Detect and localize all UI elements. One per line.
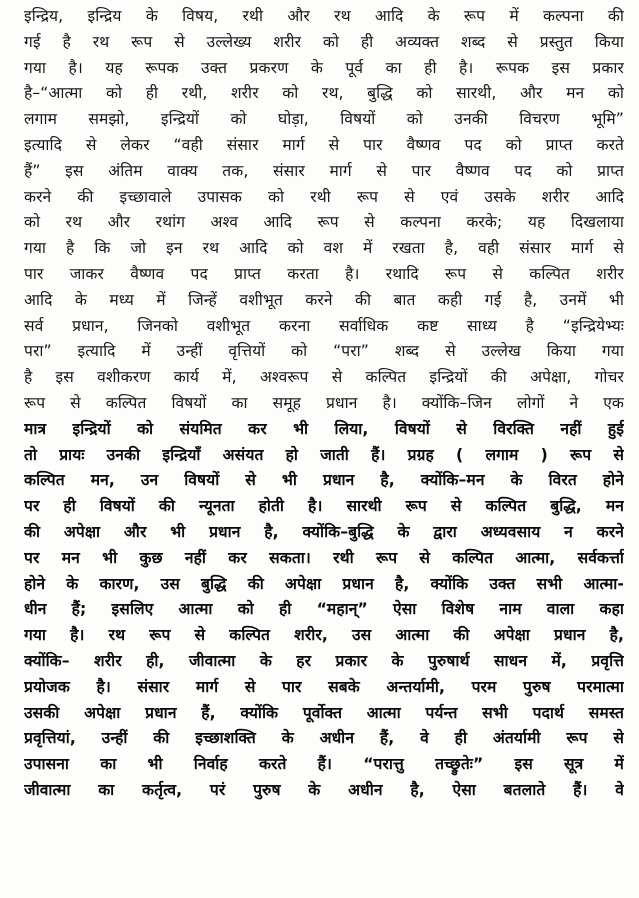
text-line: प्रयोजक है। संसार मार्ग से पार सबके अन्तर्यामी, परम पुरुष परमात्मा	[24, 677, 624, 696]
text-line: गया है कि जो इन रथ आदि को वश में रखता है, वही संसार मार्ग से	[24, 239, 624, 258]
text-line: प्रवृत्तियां, उन्हीं की इच्छाशक्ति के अधीन हैं, वे ही अंतर्यामी रूप से	[24, 729, 624, 748]
text-line: पर मन भी कुछ नहीं कर सकता। रथी रूप से कल्पित आत्मा, सर्वकर्त्ता	[24, 548, 624, 567]
text-line: सर्व प्रधान, जिनको वशीभूत करना सर्वाधिक कष्ट साध्य है “इन्द्रियेभ्यः	[24, 316, 624, 335]
text-line: गया है। यह रूपक उक्त प्रकरण के पूर्व का ही है। रूपक इस प्रकार	[24, 58, 624, 77]
text-line: इन्द्रिय, इन्द्रिय के विषय, रथी और रथ आदि के रूप में कल्पना की	[24, 7, 624, 25]
text-line: पार जाकर वैष्णव पद प्राप्त करता है। रथादि रूप से कल्पित शरीर	[24, 264, 624, 283]
text-line: लगाम समझो, इन्द्रियों को घोड़ा, विषयों को उनकी विचरण भूमि”	[24, 110, 624, 129]
text-line: हैं” इस अंतिम वाक्य तक, संसार मार्ग से पार वैष्णव पद को प्राप्त	[24, 161, 624, 180]
text-line: उपासना का भी निर्वाह करते हैं। “परात्तु तच्छ्रुतेः” इस सूत्र में	[24, 755, 624, 774]
text-line: पर ही विषयों की न्यूनता होती है। सारथी रूप से कल्पित बुद्धि, मन	[24, 497, 624, 516]
body-text	[24, 4, 624, 804]
text-line: धीन हैं; इसलिए आत्मा को ही “महान्” ऐसा विशेष नाम वाला कहा	[24, 600, 624, 619]
text-line: है इस वशीकरण कार्य में, अश्वरूप से कल्पित इन्द्रियों की अपेक्षा, गोचर	[24, 368, 624, 387]
text-line: परा” इत्यादि में उन्हीं वृत्तियों को “परा” शब्द से उल्लेख किया गया	[24, 342, 624, 361]
text-line: क्योंकि– शरीर ही, जीवात्मा के हर प्रकार के पुरुषार्थ साधन में, प्रवृत्ति	[24, 651, 624, 670]
text-line: जीवात्मा का कर्तृत्व, परं पुरुष के अधीन है, ऐसा बतलाते हैं। वे	[24, 780, 624, 799]
text-line: गई है रथ रूप से उल्लेख्य शरीर को ही अव्यक्त शब्द से प्रस्तुत किया	[24, 32, 624, 51]
text-line: उसकी अपेक्षा प्रधान हैं, क्योंकि पूर्वोक्त आत्मा पर्यन्त सभी पदार्थ समस्त	[24, 703, 624, 722]
text-line: है–“आत्मा को ही रथी, शरीर को रथ, बुद्धि को सारथी, और मन को	[24, 84, 624, 103]
text-line: होने के कारण, उस बुद्धि की अपेक्षा प्रधान है, क्योंकि उक्त सभी आत्मा-	[24, 574, 624, 593]
text-line: करने की इच्छावाले उपासक को रथी रूप से एवं उसके शरीर आदि	[24, 187, 624, 206]
text-line: तो प्रायः उनकी इन्द्रियाँ असंयत हो जाती हैं। प्रग्रह ( लगाम ) रूप से	[24, 445, 624, 464]
text-line: की अपेक्षा और भी प्रधान है, क्योंकि–बुद्धि के द्वारा अध्यवसाय न करने	[24, 522, 624, 541]
text-line: रूप से कल्पित विषयों का समूह प्रधान है। क्योंकि–जिन लोगों ने एक	[24, 393, 624, 412]
text-line: गया है। रथ रूप से कल्पित शरीर, उस आत्मा की अपेक्षा प्रधान है,	[24, 626, 624, 645]
text-line: मात्र इन्द्रियों को संयमित कर भी लिया, विषयों से विरक्ति नहीं हुई	[24, 419, 624, 438]
text-line: इत्यादि से लेकर “वही संसार मार्ग से पार वैष्णव पद को प्राप्त करते	[24, 135, 624, 154]
text-line: कल्पित मन, उन विषयों से भी प्रधान है, क्योंकि–मन के विरत होने	[24, 471, 624, 490]
text-line: आदि के मध्य में जिन्हें वशीभूत करने की बात कही गई है, उनमें भी	[24, 290, 624, 309]
text-line: को रथ और रथांग अश्व आदि रूप से कल्पना करके; यह दिखलाया	[24, 213, 624, 232]
